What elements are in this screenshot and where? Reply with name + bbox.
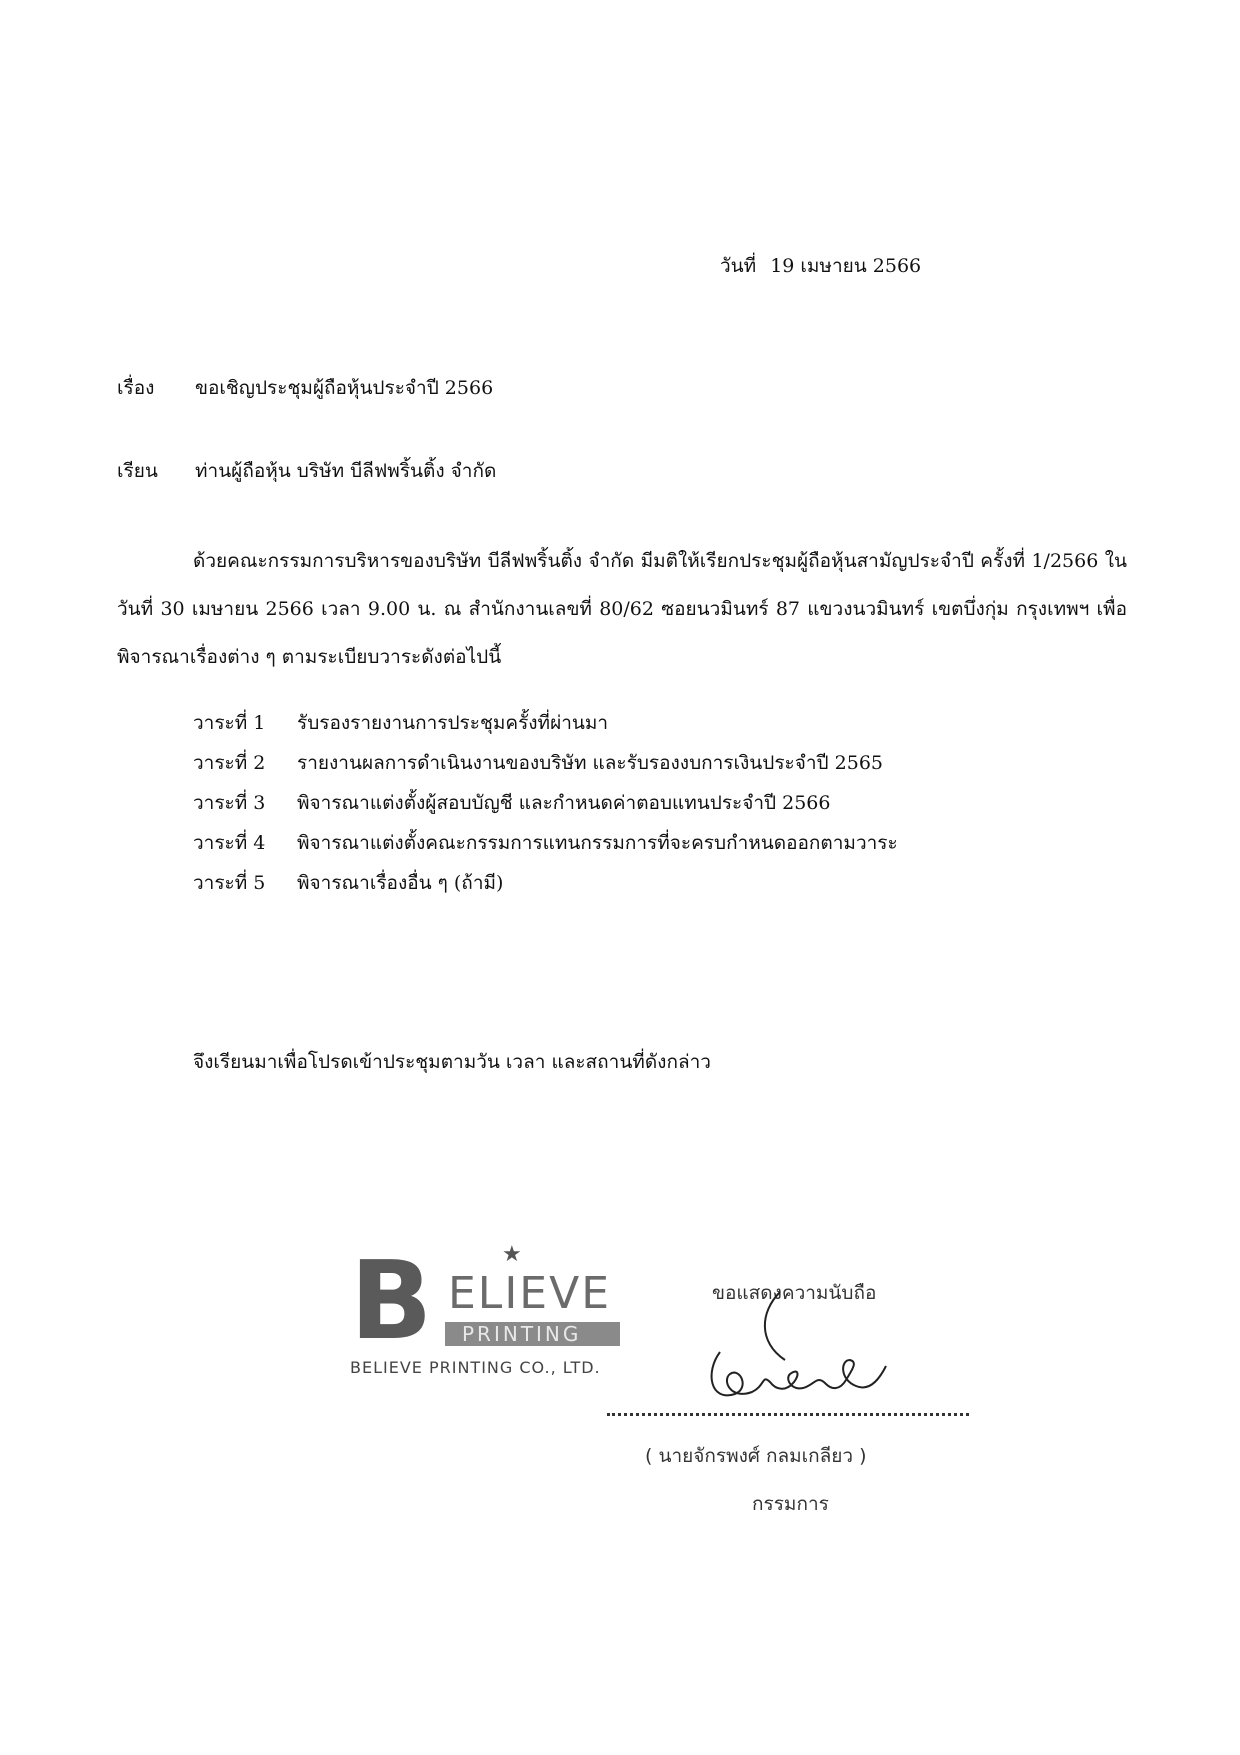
letter-date [720,252,921,280]
agenda-list [193,703,898,903]
company-logo-stamp [350,1238,625,1383]
agenda-number: วาระที่ 4 [193,832,266,854]
agenda-text: รับรองรายงานการประชุมครั้งที่ผ่านมา [297,712,609,734]
agenda-text: พิจารณาเรื่องอื่น ๆ (ถ้ามี) [297,872,504,894]
recipient-text: ท่านผู้ถือหุ้น บริษัท บีลีฟพริ้นติ้ง จำกัด [195,460,497,482]
handwritten-signature [690,1282,910,1412]
signature-dotted-line [607,1413,969,1416]
logo-band-text: PRINTING [462,1322,582,1346]
date-value: 19 เมษายน 2566 [770,255,922,277]
closing-line: จึงเรียนมาเพื่อโปรดเข้าประชุมตามวัน เวลา และสถานที่ดังกล่าว [193,1051,711,1073]
agenda-item [193,823,898,863]
subject-label: เรื่อง [117,377,155,399]
agenda-text: พิจารณาแต่งตั้งผู้สอบบัญชี และกำหนดค่าตอบแทนประจำปี 2566 [297,792,831,814]
signer-name: ( นายจักรพงศ์ กลมเกลียว ) [645,1445,867,1467]
regards-text: ขอแสดงความนับถือ [712,1282,877,1304]
logo-word: ELIEVE [448,1268,611,1319]
agenda-number: วาระที่ 3 [193,792,266,814]
agenda-item [193,743,898,783]
agenda-item [193,783,898,823]
agenda-text: พิจารณาแต่งตั้งคณะกรรมการแทนกรรมการที่จะครบกำหนดออกตามวาระ [297,832,898,854]
agenda-number: วาระที่ 1 [193,712,266,734]
agenda-number: วาระที่ 5 [193,872,266,894]
subject-text: ขอเชิญประชุมผู้ถือหุ้นประจำปี 2566 [195,377,494,399]
agenda-number: วาระที่ 2 [193,752,266,774]
star-icon: ★ [502,1242,522,1267]
logo-letter-b: B [350,1239,431,1364]
subject-line [117,374,493,402]
body-paragraph: ด้วยคณะกรรมการบริหารของบริษัท บีลีฟพริ้นติ้ง จำกัด มีมติให้เรียกประชุมผู้ถือหุ้นสามัญประจำปี ครั้งที่ 1/2566 ในวันที่ 30 เมษายน 2566 เวลา 9.00 น. ณ สำนักงานเลขที่ 80/62 ซอยนวมินทร์ 87 แขวงนวมินทร์ เขตบึ่งกุ่ม กรุงเทพฯ เพื่อพิจารณาเรื่องต่าง ๆ ตามระเบียบวาระดังต่อไปนี้ [117,550,1127,668]
logo-company-name: BELIEVE PRINTING CO., LTD. [350,1358,601,1377]
agenda-item [193,863,898,903]
agenda-text: รายงานผลการดำเนินงานของบริษัท และรับรองงบการเงินประจำปี 2565 [297,752,883,774]
recipient-line [117,457,496,485]
agenda-item [193,703,898,743]
recipient-label: เรียน [117,460,158,482]
date-prefix: วันที่ [720,255,757,277]
signer-position: กรรมการ [752,1493,829,1515]
